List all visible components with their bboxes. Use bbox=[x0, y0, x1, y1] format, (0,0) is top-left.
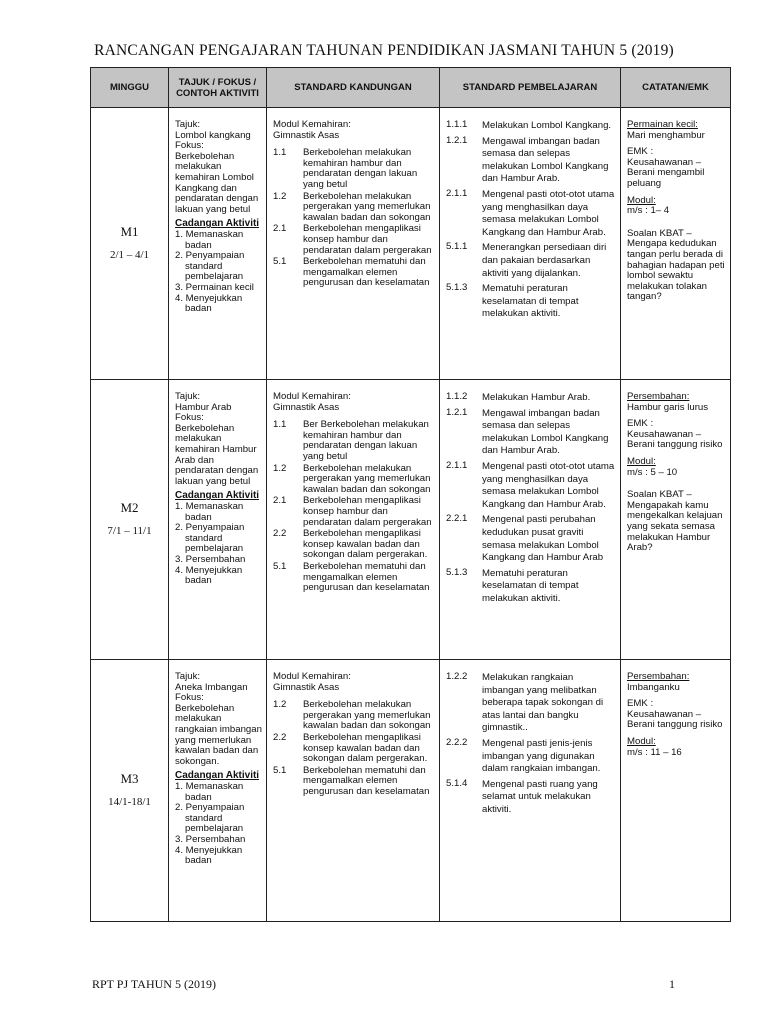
sk-text: Berkebolehan mengaplikasi konsep hambur dan pendaratan dalam pergerakan bbox=[303, 223, 432, 256]
sp-text: Mengenal pasti perubahan kedudukan pusat graviti semasa melakukan Lombol Kangkang dan Hambur Arab bbox=[482, 514, 604, 564]
sp-item bbox=[446, 514, 616, 564]
sp-item bbox=[446, 461, 616, 511]
aktiviti-item: 2. Penyampaian standard pembelajaran bbox=[175, 802, 245, 835]
sp-text: Mematuhi peraturan keselamatan di tempat melakukan aktiviti. bbox=[482, 567, 579, 604]
sp-number: 2.1.1 bbox=[446, 187, 468, 199]
minggu-cell bbox=[91, 660, 169, 922]
fokus-value: Berkebolehan melakukan rangkaian imbangan yang memerlukan kawalan badan dan sokongan. bbox=[175, 702, 262, 767]
standard-pembelajaran-cell bbox=[440, 660, 621, 922]
tajuk-value: Lombol kangkang bbox=[175, 129, 251, 141]
sp-number: 2.2.1 bbox=[446, 513, 468, 525]
tajuk-cell bbox=[169, 660, 267, 922]
table-row bbox=[91, 380, 731, 660]
sk-number: 2.1 bbox=[273, 495, 287, 507]
minggu-label: M1 bbox=[120, 223, 139, 239]
catatan-head-value: Mari menghambur bbox=[627, 129, 705, 141]
sk-text: Berkebolehan mematuhi dan mengamalkan elemen pengurusan dan keselamatan bbox=[303, 764, 430, 797]
sk-number: 5.1 bbox=[273, 764, 287, 776]
sk-item bbox=[273, 496, 435, 528]
sp-item bbox=[446, 242, 616, 280]
sp-text: Melakukan Lombol Kangkang. bbox=[482, 120, 612, 131]
table-header-row bbox=[91, 68, 731, 108]
sp-text: Menerangkan persediaan diri dan pakaian berdasarkan aktiviti yang dijalankan. bbox=[482, 242, 607, 279]
sk-item bbox=[273, 562, 435, 594]
sp-item bbox=[446, 738, 616, 776]
emk-label: EMK : bbox=[627, 146, 654, 158]
sp-text: Mengenal pasti otot-otot utama yang menghasilkan daya semasa melakukan Lombol Kangkang dan Hambur Arab. bbox=[482, 460, 615, 510]
standard-pembelajaran-cell bbox=[440, 380, 621, 660]
page-number: 1 bbox=[669, 977, 675, 991]
aktiviti-item: 2. Penyampaian standard pembelajaran bbox=[175, 522, 245, 555]
sp-text: Mengenal pasti otot-otot utama yang menghasilkan daya semasa melakukan Lombol Kangkang dan Hambur Arab. bbox=[482, 188, 615, 238]
modul-ref-label: Modul: bbox=[627, 735, 656, 747]
fokus-label: Fokus: bbox=[175, 412, 204, 424]
sk-item bbox=[273, 224, 435, 256]
emk-value: Keusahawanan – Berani tanggung risiko bbox=[627, 428, 723, 451]
sp-text: Melakukan Hambur Arab. bbox=[482, 392, 591, 403]
aktiviti-item: 1. Memanaskan badan bbox=[175, 228, 244, 251]
aktiviti-item: 4. Menyejukkan badan bbox=[175, 292, 243, 315]
footer-label: RPT PJ TAHUN 5 (2019) bbox=[92, 977, 216, 991]
sp-number: 1.2.1 bbox=[446, 134, 468, 146]
sp-item bbox=[446, 779, 616, 817]
tajuk-label: Tajuk: bbox=[175, 671, 201, 682]
sk-number: 2.1 bbox=[273, 223, 287, 235]
kbat-question: Soalan KBAT – Mengapa kedudukan tangan perlu berada di bahagian hadapan peti lombol sewaktu melakukan tolakan tangan? bbox=[627, 227, 725, 303]
sp-text: Mengenal pasti ruang yang selamat untuk melakukan aktiviti. bbox=[482, 778, 598, 815]
aktiviti-item: 2. Penyampaian standard pembelajaran bbox=[175, 250, 245, 283]
sk-item bbox=[273, 148, 435, 190]
fokus-value: Berkebolehan melakukan kemahiran Hambur Arab dan pendaratan dengan lakuan yang betul bbox=[175, 422, 259, 487]
modul-ref-label: Modul: bbox=[627, 194, 656, 206]
catatan-cell bbox=[621, 660, 731, 922]
modul-label: Modul Kemahiran: bbox=[273, 391, 351, 402]
sp-number: 2.2.2 bbox=[446, 736, 468, 748]
sp-text: Mengawal imbangan badan semasa dan selepas melakukan Lombol Kangkang dan Hambur Arab. bbox=[482, 135, 609, 185]
aktiviti-list bbox=[175, 230, 262, 315]
header-standard-pembelajaran: STANDARD PEMBELAJARAN bbox=[440, 68, 621, 108]
sk-number: 1.2 bbox=[273, 190, 287, 202]
modul-label: Modul Kemahiran: bbox=[273, 671, 351, 682]
minggu-cell bbox=[91, 108, 169, 380]
sk-number: 1.2 bbox=[273, 699, 287, 711]
modul-page-range: m/s : 1– 4 bbox=[627, 205, 670, 217]
minggu-date: 14/1-18/1 bbox=[108, 795, 151, 808]
aktiviti-item: 4. Menyejukkan badan bbox=[175, 844, 243, 867]
sk-item bbox=[273, 420, 435, 462]
minggu-cell bbox=[91, 380, 169, 660]
standard-kandungan-cell bbox=[267, 380, 440, 660]
sk-text: Berkebolehan mengaplikasi konsep hambur dan pendaratan dalam pergerakan bbox=[303, 495, 432, 528]
sp-number: 1.2.2 bbox=[446, 671, 468, 682]
cadangan-aktiviti-label: Cadangan Aktiviti bbox=[175, 770, 260, 782]
emk-value: Keusahawanan – Berani mengambil peluang bbox=[627, 156, 705, 189]
sp-number: 1.2.1 bbox=[446, 406, 468, 418]
sk-text: Berkebolehan melakukan kemahiran hambur dan pendaratan dengan lakuan yang betul bbox=[303, 147, 418, 190]
sk-text: Berkebolehan mematuhi dan mengamalkan elemen pengurusan dan keselamatan bbox=[303, 560, 430, 594]
header-standard-kandungan: STANDARD KANDUNGAN bbox=[267, 68, 440, 108]
header-catatan: CATATAN/EMK bbox=[621, 68, 731, 108]
aktiviti-item: 4. Menyejukkan badan bbox=[175, 564, 243, 587]
sk-number: 1.1 bbox=[273, 147, 287, 159]
modul-name: Gimnastik Asas bbox=[273, 129, 340, 141]
sk-text: Berkebolehan melakukan pergerakan yang memerlukan kawalan badan dan sokongan bbox=[303, 462, 431, 495]
modul-page-range: m/s : 11 – 16 bbox=[627, 746, 682, 758]
sp-text: Mematuhi peraturan keselamatan di tempat melakukan aktiviti. bbox=[482, 283, 579, 320]
sk-item bbox=[273, 766, 435, 798]
aktiviti-item: 1. Memanaskan badan bbox=[175, 780, 244, 803]
emk-label: EMK : bbox=[627, 698, 654, 710]
sp-item bbox=[446, 392, 616, 405]
sp-number: 5.1.4 bbox=[446, 777, 468, 789]
minggu-label: M2 bbox=[120, 499, 139, 515]
sp-item bbox=[446, 189, 616, 239]
catatan-cell bbox=[621, 108, 731, 380]
aktiviti-list bbox=[175, 502, 262, 587]
minggu-label: M3 bbox=[120, 770, 139, 786]
kbat-question: Soalan KBAT – Mengapakah kamu mengekalkan kelajuan yang sekata semasa melakukan Hambur Arab? bbox=[627, 489, 723, 554]
minggu-date: 7/1 – 11/1 bbox=[107, 524, 152, 537]
minggu-date: 2/1 – 4/1 bbox=[109, 248, 150, 261]
sp-text: Mengenal pasti jenis-jenis imbangan yang digunakan dalam rangkaian imbangan. bbox=[482, 737, 601, 775]
sp-item bbox=[446, 283, 616, 321]
tajuk-label: Tajuk: bbox=[175, 119, 201, 130]
standard-pembelajaran-cell bbox=[440, 108, 621, 380]
sk-item bbox=[273, 700, 435, 732]
sp-number: 1.1.1 bbox=[446, 119, 468, 130]
tajuk-value: Hambur Arab bbox=[175, 401, 232, 413]
sk-text: Berkebolehan mengaplikasi konsep kawalan badan dan sokongan dalam pergerakan. bbox=[303, 731, 428, 765]
sp-number: 5.1.3 bbox=[446, 566, 468, 578]
sk-item bbox=[273, 733, 435, 765]
catatan-head-label: Persembahan: bbox=[627, 671, 690, 682]
tajuk-cell bbox=[169, 108, 267, 380]
cadangan-aktiviti-label: Cadangan Aktiviti bbox=[175, 218, 260, 230]
cadangan-aktiviti-label: Cadangan Aktiviti bbox=[175, 490, 260, 502]
standard-kandungan-cell bbox=[267, 660, 440, 922]
sp-item bbox=[446, 120, 616, 133]
sk-number: 1.2 bbox=[273, 462, 287, 474]
modul-label: Modul Kemahiran: bbox=[273, 119, 351, 130]
sk-number: 5.1 bbox=[273, 256, 287, 268]
sk-item bbox=[273, 529, 435, 561]
tajuk-value: Aneka Imbangan bbox=[175, 681, 248, 693]
catatan-cell bbox=[621, 380, 731, 660]
sk-text: Berkebolehan mematuhi dan mengamalkan elemen pengurusan dan keselamatan bbox=[303, 256, 430, 289]
sp-item bbox=[446, 136, 616, 186]
sk-item bbox=[273, 192, 435, 224]
rpt-table bbox=[90, 67, 731, 922]
sk-item bbox=[273, 464, 435, 496]
fokus-label: Fokus: bbox=[175, 692, 204, 704]
modul-name: Gimnastik Asas bbox=[273, 401, 340, 413]
catatan-head-value: Hambur garis lurus bbox=[627, 401, 709, 413]
aktiviti-item: 3. Permainan kecil bbox=[175, 281, 254, 293]
sk-text: Berkebolehan melakukan pergerakan yang memerlukan kawalan badan dan sokongan bbox=[303, 699, 431, 732]
catatan-head-label: Persembahan: bbox=[627, 391, 690, 402]
page-title: RANCANGAN PENGAJARAN TAHUNAN PENDIDIKAN JASMANI TAHUN 5 (2019) bbox=[94, 42, 674, 59]
sk-text: Berkebolehan melakukan pergerakan yang memerlukan kawalan badan dan sokongan bbox=[303, 190, 431, 223]
sk-item bbox=[273, 257, 435, 289]
standard-kandungan-cell bbox=[267, 108, 440, 380]
tajuk-label: Tajuk: bbox=[175, 391, 201, 402]
aktiviti-item: 1. Memanaskan badan bbox=[175, 500, 244, 523]
tajuk-cell bbox=[169, 380, 267, 660]
modul-ref-label: Modul: bbox=[627, 455, 656, 467]
aktiviti-item: 3. Persembahan bbox=[175, 833, 246, 845]
sp-text: Melakukan rangkaian imbangan yang melibatkan beberapa tapak sokongan di atas lantai dan bangku gimnastik.. bbox=[482, 672, 604, 734]
table-row bbox=[91, 108, 731, 380]
sk-text: Berkebolehan mengaplikasi konsep kawalan badan dan sokongan dalam pergerakan. bbox=[303, 528, 428, 561]
sk-number: 5.1 bbox=[273, 560, 287, 572]
catatan-head-value: Imbanganku bbox=[627, 681, 680, 693]
header-minggu: MINGGU bbox=[91, 68, 169, 108]
sp-item bbox=[446, 568, 616, 606]
emk-label: EMK : bbox=[627, 418, 654, 430]
sp-number: 1.1.2 bbox=[446, 391, 468, 402]
sp-number: 5.1.3 bbox=[446, 282, 468, 294]
emk-value: Keusahawanan – Berani tanggung risiko bbox=[627, 708, 723, 731]
header-tajuk: TAJUK / FOKUS / CONTOH AKTIVITI bbox=[169, 68, 267, 108]
sp-number: 5.1.1 bbox=[446, 241, 468, 253]
sp-text: Mengawal imbangan badan semasa dan selepas melakukan Lombol Kangkang dan Hambur Arab. bbox=[482, 407, 609, 457]
sk-text: Ber Berkebolehan melakukan kemahiran hambur dan pendaratan dengan lakuan yang betul bbox=[303, 419, 429, 462]
catatan-head-label: Permainan kecil: bbox=[627, 119, 698, 130]
sk-number: 2.2 bbox=[273, 731, 287, 743]
table-row bbox=[91, 660, 731, 922]
modul-name: Gimnastik Asas bbox=[273, 681, 340, 693]
sp-item bbox=[446, 672, 616, 735]
sk-number: 1.1 bbox=[273, 419, 287, 431]
aktiviti-list bbox=[175, 782, 262, 867]
aktiviti-item: 3. Persembahan bbox=[175, 553, 246, 565]
fokus-label: Fokus: bbox=[175, 140, 204, 152]
modul-page-range: m/s : 5 – 10 bbox=[627, 466, 678, 478]
sp-item bbox=[446, 408, 616, 458]
sp-number: 2.1.1 bbox=[446, 459, 468, 471]
fokus-value: Berkebolehan melakukan kemahiran Lombol Kangkang dan pendaratan dengan lakuan yang betul bbox=[175, 150, 259, 215]
sk-number: 2.2 bbox=[273, 528, 287, 540]
